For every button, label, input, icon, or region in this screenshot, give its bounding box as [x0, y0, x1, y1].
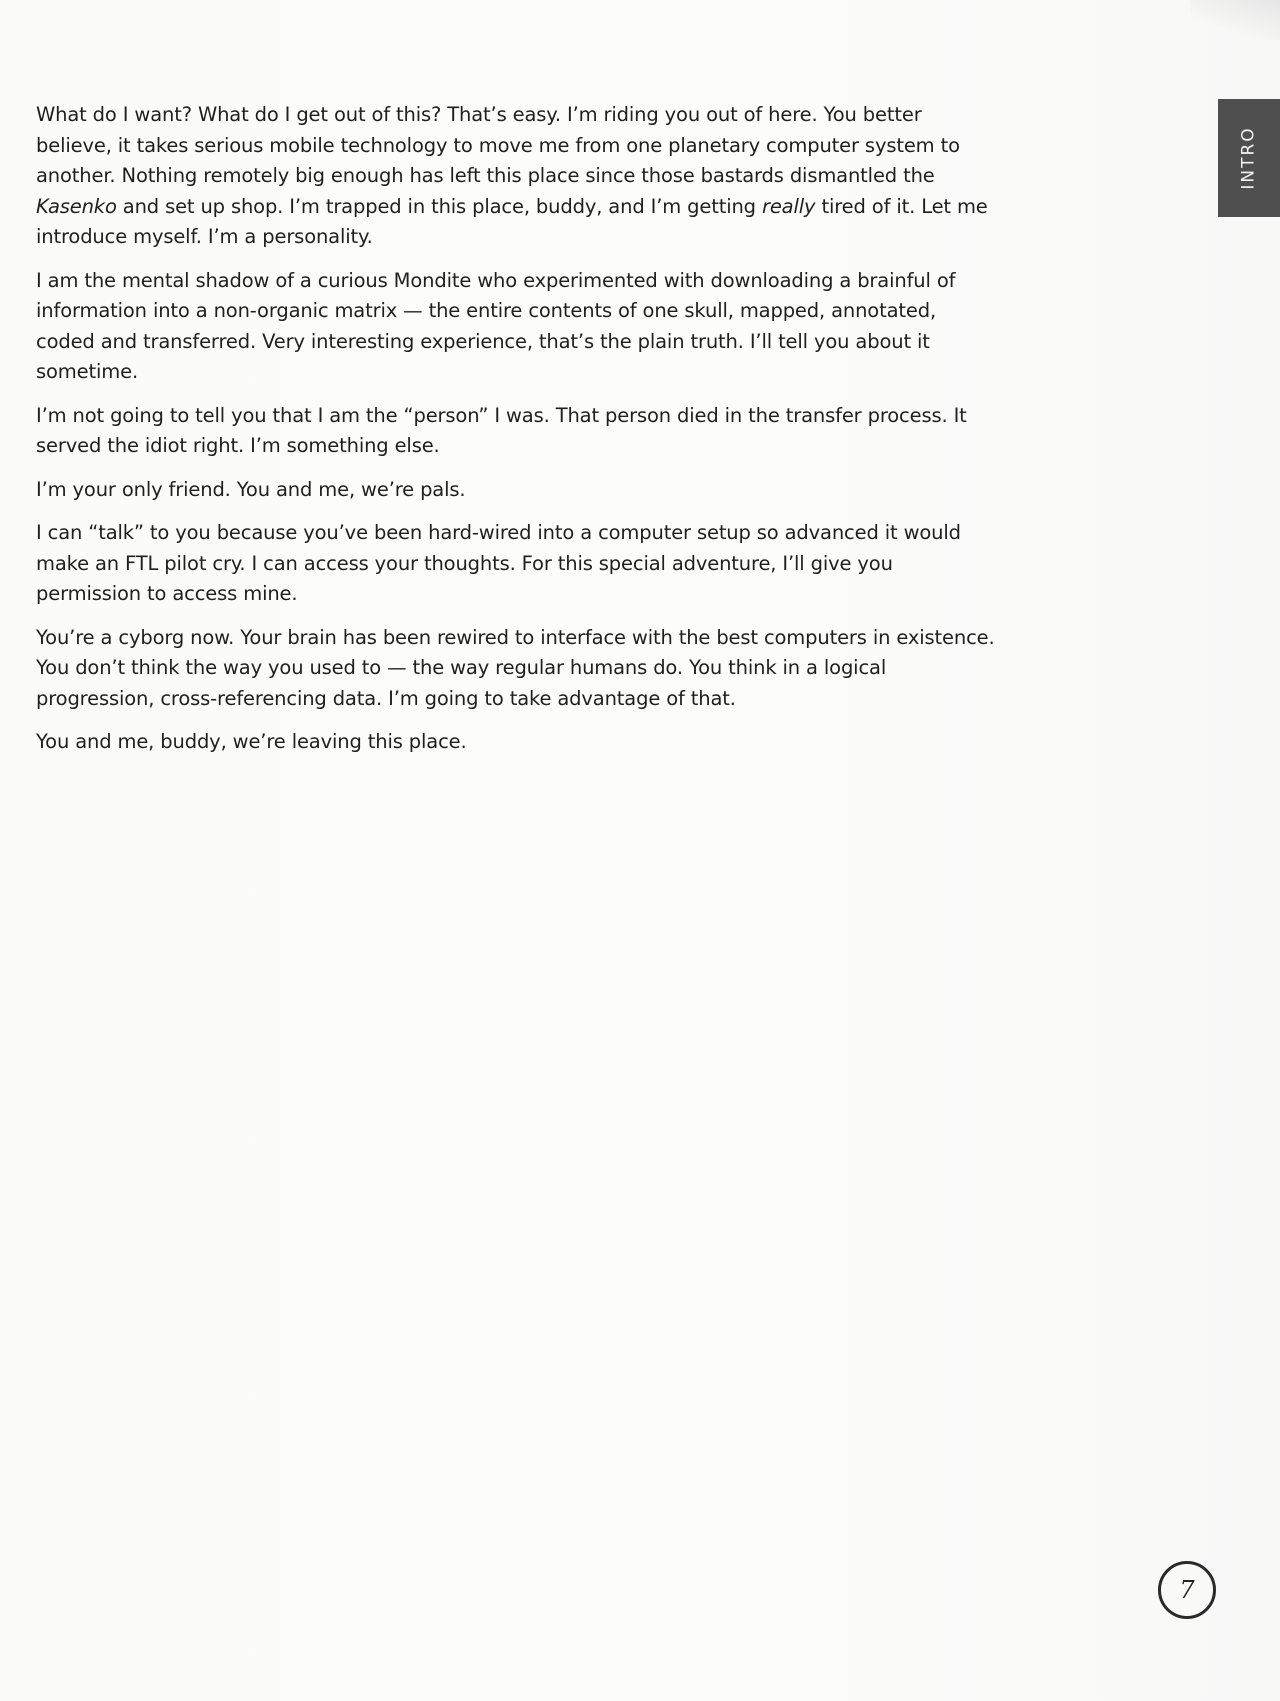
paragraph: [36, 475, 996, 506]
paragraph: [36, 266, 996, 388]
text-run: You and me, buddy, we’re leaving this place.: [36, 730, 467, 753]
italic-text: really: [761, 194, 816, 218]
italic-text: Kasenko: [36, 194, 117, 218]
text-run: I’m your only friend. You and me, we’re pals.: [36, 477, 466, 501]
text-run: You’re a cyborg now. Your brain has been rewired to interface with the best computers in existence. You don’t think the way you used to — the way regular humans do. You think in a logical progression, cross-referencing data. I’m going to take advantage of that.: [36, 625, 995, 710]
page-corner-shadow: [1190, 0, 1280, 40]
section-tab: [1218, 99, 1280, 217]
text-run: I can “talk” to you because you’ve been hard-wired into a computer setup so advanced it would make an FTL pilot cry. I can access your thoughts. For this special adventure, I’ll give you permission to access mine.: [36, 521, 961, 605]
paragraph: [36, 518, 996, 610]
section-tab-label: INTRO: [1239, 126, 1259, 190]
paragraph: [36, 727, 996, 758]
paragraph: [36, 100, 996, 253]
text-run: I am the mental shadow of a curious Mondite who experimented with downloading a brainful of information into a non-organic matrix — the entire contents of one skull, mapped, annotated, coded and transferred. Very interesting experience, that’s the plain truth. I’ll tell you about it sometime.: [36, 268, 956, 383]
text-run: I’m not going to tell you that I am the “person” I was. That person died in the transfer process. It served the idiot right. I’m something else.: [36, 403, 967, 457]
page-number: 7: [1158, 1561, 1216, 1619]
body-text: [36, 100, 996, 771]
text-run: What do I want? What do I get out of this? That’s easy. I’m riding you out of here. You better believe, it takes serious mobile technology to move me from one planetary computer system to another. Nothing remotely big enough has left this place since those bastards dismantled the: [36, 103, 960, 187]
paragraph: [36, 401, 996, 462]
paragraph: [36, 623, 996, 715]
text-run: tired of it. Let me introduce myself. I’m a personality.: [36, 194, 988, 248]
text-run: and set up shop. I’m trapped in this place, buddy, and I’m getting: [116, 194, 762, 218]
